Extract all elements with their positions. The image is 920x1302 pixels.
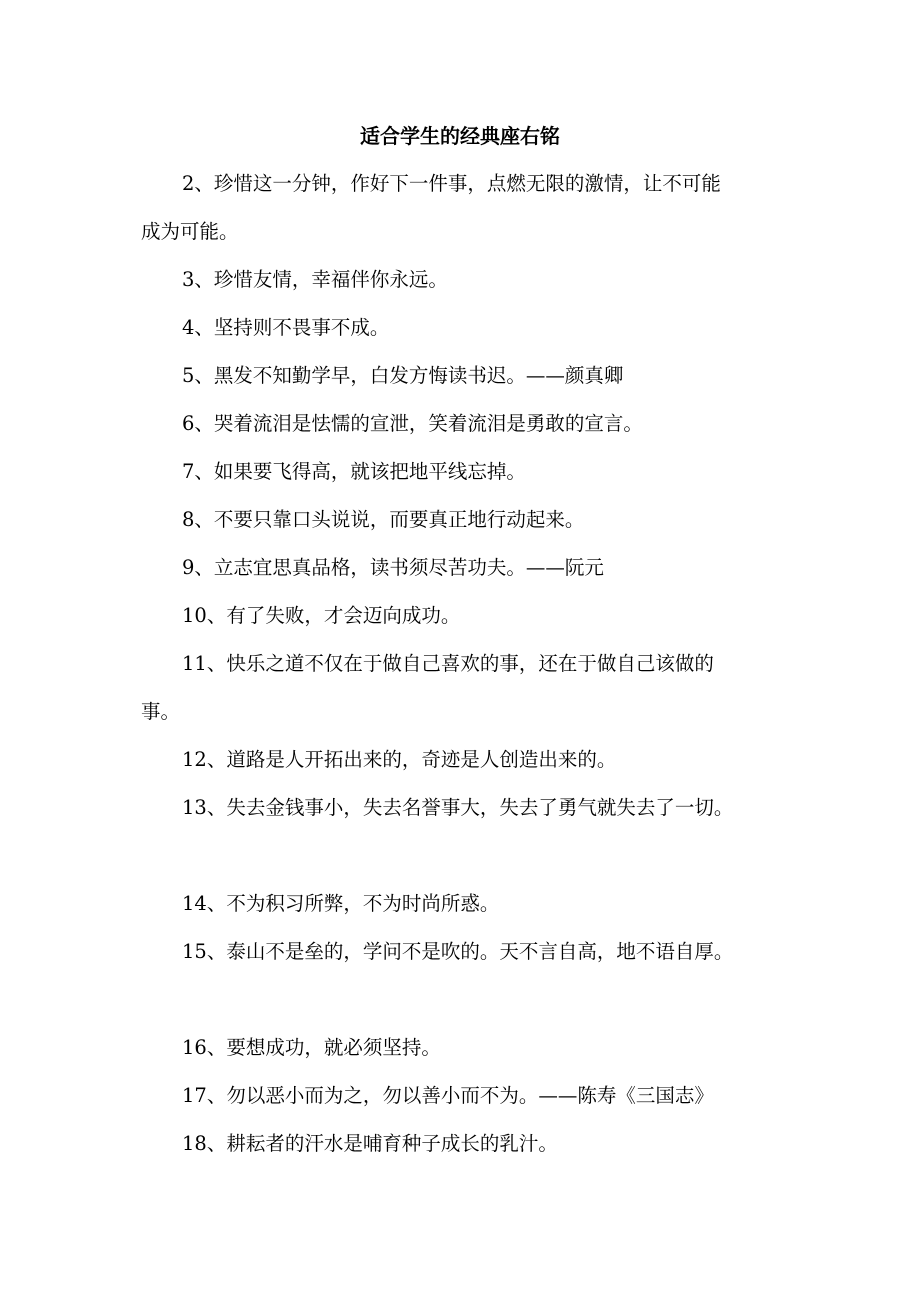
- motto-11-continued: 事。: [141, 700, 181, 723]
- motto-11: 11、快乐之道不仅在于做自己喜欢的事，还在于做自己该做的: [182, 652, 714, 675]
- motto-16: 16、要想成功，就必须坚持。: [182, 1036, 441, 1059]
- motto-5: 5、黑发不知勤学早，白发方悔读书迟。——颜真卿: [182, 364, 624, 387]
- motto-13: 13、失去金钱事小，失去名誉事大，失去了勇气就失去了一切。: [182, 796, 734, 819]
- page-title: 适合学生的经典座右铭: [360, 124, 560, 148]
- motto-8: 8、不要只靠口头说说，而要真正地行动起来。: [182, 508, 585, 531]
- motto-7: 7、如果要飞得高，就该把地平线忘掉。: [182, 460, 526, 483]
- motto-14: 14、不为积习所弊，不为时尚所惑。: [182, 892, 500, 915]
- motto-2: 2、珍惜这一分钟，作好下一件事，点燃无限的激情，让不可能: [182, 172, 721, 195]
- motto-3: 3、珍惜友情，幸福伴你永远。: [182, 268, 448, 291]
- motto-18: 18、耕耘者的汗水是哺育种子成长的乳汁。: [182, 1132, 558, 1155]
- motto-10: 10、有了失败，才会迈向成功。: [182, 604, 461, 627]
- motto-9: 9、立志宜思真品格，读书须尽苦功夫。——阮元: [182, 556, 604, 579]
- motto-2-continued: 成为可能。: [141, 220, 239, 243]
- motto-12: 12、道路是人开拓出来的，奇迹是人创造出来的。: [182, 748, 617, 771]
- motto-15: 15、泰山不是垒的，学问不是吹的。天不言自高，地不语自厚。: [182, 940, 734, 963]
- motto-17: 17、勿以恶小而为之，勿以善小而不为。——陈寿《三国志》: [182, 1084, 714, 1107]
- motto-4: 4、坚持则不畏事不成。: [182, 316, 390, 339]
- motto-6: 6、哭着流泪是怯懦的宣泄，笑着流泪是勇敢的宣言。: [182, 412, 643, 435]
